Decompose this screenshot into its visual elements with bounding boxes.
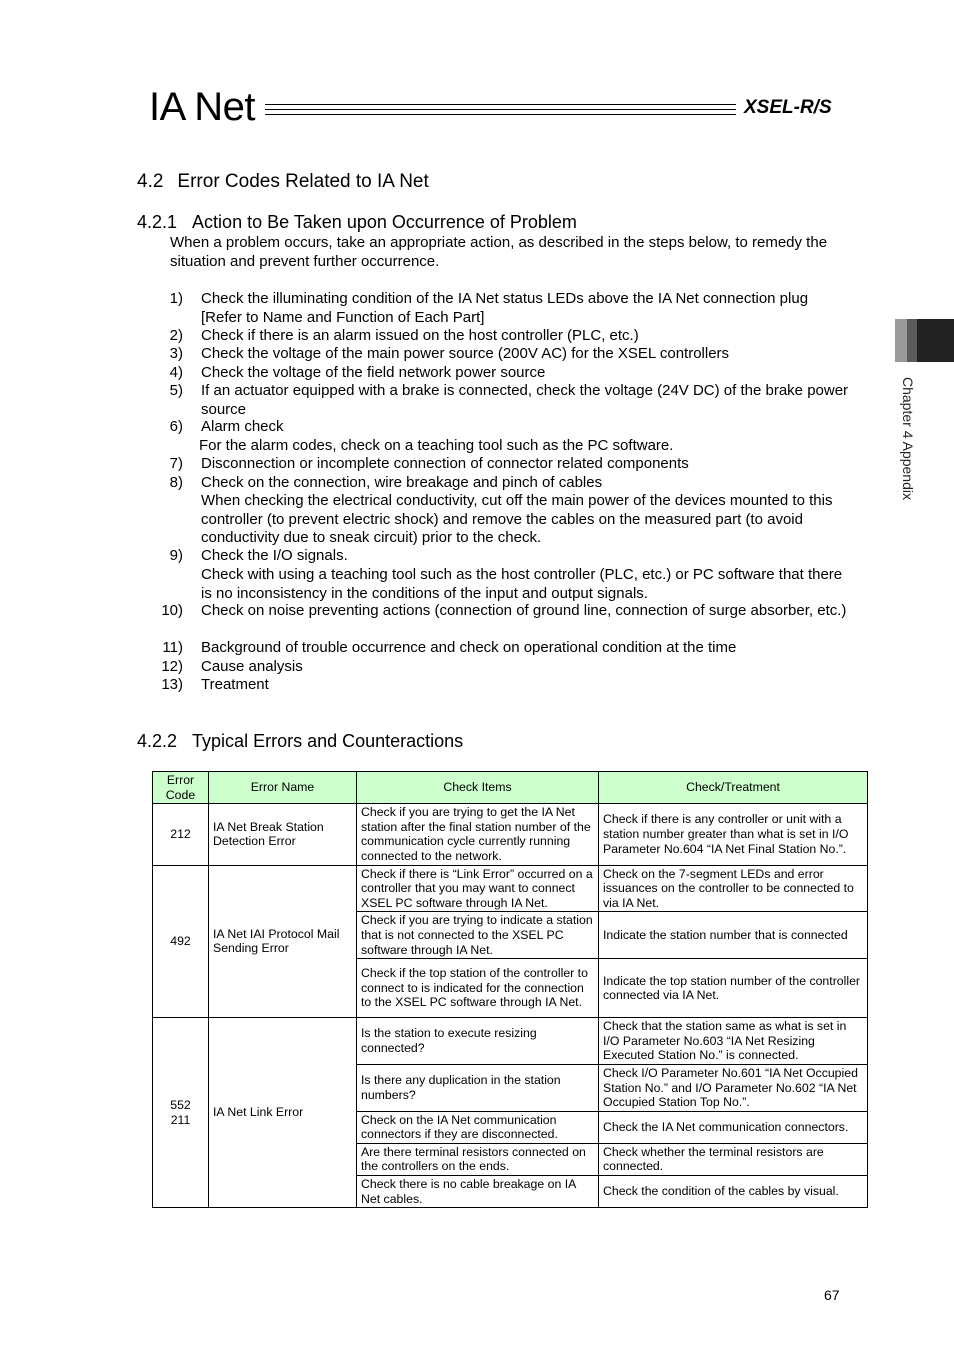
header-check-treatment: Check/Treatment	[599, 772, 868, 804]
treatment-cell: Indicate the station number that is connected	[599, 912, 868, 959]
subsection-2-title: Typical Errors and Counteractions	[192, 731, 464, 751]
subsection-2-number: 4.2.2	[137, 731, 178, 751]
error-name-cell: IA Net Break Station Detection Error	[209, 804, 357, 865]
intro-paragraph: When a problem occurs, take an appropriate action, as described in the steps below, to remedy the situation and prevent further occurrence.	[170, 234, 828, 270]
step-text: Check on noise preventing actions (connection of ground line, connection of surge absorber, etc.)	[201, 602, 847, 619]
step-number: 8)	[169, 474, 183, 491]
step-number: 1)	[169, 290, 183, 307]
step-number: 10)	[161, 602, 183, 619]
check-item-cell: Check on the IA Net communication connectors if they are disconnected.	[357, 1111, 599, 1143]
step-number: 2)	[169, 327, 183, 344]
header-rule-bottom	[265, 114, 736, 115]
step-text: If an actuator equipped with a brake is connected, check the voltage (24V DC) of the brake power source	[201, 382, 849, 418]
header-check-items: Check Items	[357, 772, 599, 804]
header-rule-top	[265, 104, 736, 105]
treatment-cell: Check on the 7-segment LEDs and error issuances on the controller to be connected to via IA Net.	[599, 865, 868, 912]
step-text: Check on the connection, wire breakage and pinch of cables	[201, 474, 603, 491]
step-number: 3)	[169, 345, 183, 362]
step-note: When checking the electrical conductivity, cut off the main power of the devices mounted to this controller (to prevent electric shock) and remove the cables on the measured part (to avoid conductivity due to sneak circuit) prior to the check.	[201, 492, 833, 546]
check-item-cell: Check if there is “Link Error” occurred on a controller that you may want to connect XSEL PC software through IA Net.	[357, 865, 599, 912]
step-text: Check the I/O signals.	[201, 547, 348, 564]
step-note: For the alarm codes, check on a teaching tool such as the PC software.	[199, 437, 674, 454]
check-item-cell: Check if you are trying to indicate a station that is not connected to the XSEL PC software through IA Net.	[357, 912, 599, 959]
table-header-row	[153, 772, 868, 804]
subsection-1-title: Action to Be Taken upon Occurrence of Problem	[192, 212, 577, 232]
check-item-cell: Check there is no cable breakage on IA Net cables.	[357, 1176, 599, 1208]
check-item-cell: Are there terminal resistors connected on the controllers on the ends.	[357, 1143, 599, 1175]
step-number: 4)	[169, 364, 183, 381]
treatment-cell: Check the condition of the cables by visual.	[599, 1176, 868, 1208]
subsection-heading-2	[137, 731, 463, 752]
step-text: Background of trouble occurrence and check on operational condition at the time	[201, 639, 737, 656]
check-item-cell: Check if the top station of the controller to connect to is indicated for the connection to the XSEL PC software through IA Net.	[357, 959, 599, 1018]
step-note: Check with using a teaching tool such as the host controller (PLC, etc.) or PC software that there is no inconsistency in the conditions of the input and output signals.	[201, 566, 843, 602]
error-table	[152, 771, 868, 1208]
subsection-1-number: 4.2.1	[137, 212, 178, 232]
step-text: Check if there is an alarm issued on the host controller (PLC, etc.)	[201, 327, 639, 344]
error-code-cell: 212	[153, 804, 209, 865]
treatment-cell: Check I/O Parameter No.601 “IA Net Occupied Station No.” and I/O Parameter No.602 “IA Net Occupied Station Top No.”.	[599, 1064, 868, 1111]
table-row	[153, 865, 868, 912]
side-tab-light	[895, 319, 907, 362]
page-number: 67	[824, 1287, 840, 1303]
step-number: 13)	[161, 676, 183, 693]
check-item-cell: Is there any duplication in the station numbers?	[357, 1064, 599, 1111]
step-text: Alarm check	[201, 418, 284, 435]
header-error-code: Error Code	[153, 772, 209, 804]
header-rule-middle	[265, 109, 736, 110]
step-text: Check the voltage of the field network power source	[201, 364, 546, 381]
header-error-name: Error Name	[209, 772, 357, 804]
step-number: 7)	[169, 455, 183, 472]
treatment-cell: Check if there is any controller or unit with a station number greater than what is set in I/O Parameter No.604 “IA Net Final Station No.”.	[599, 804, 868, 865]
chapter-label: Chapter 4 Appendix	[900, 377, 916, 500]
step-number: 12)	[161, 658, 183, 675]
step-number: 5)	[169, 382, 183, 399]
table-row	[153, 804, 868, 865]
treatment-cell: Check the IA Net communication connectors.	[599, 1111, 868, 1143]
side-tab-dark	[917, 319, 954, 362]
error-code-cell: 492	[153, 865, 209, 1018]
step-text: Cause analysis	[201, 658, 303, 675]
treatment-cell: Check whether the terminal resistors are connected.	[599, 1143, 868, 1175]
section-title: Error Codes Related to IA Net	[177, 171, 429, 192]
section-heading	[137, 171, 429, 193]
check-item-cell: Is the station to execute resizing connected?	[357, 1018, 599, 1065]
check-item-cell: Check if you are trying to get the IA Net station after the final station number of the communication cycle currently running connected to the network.	[357, 804, 599, 865]
step-number: 9)	[169, 547, 183, 564]
step-text: Check the illuminating condition of the IA Net status LEDs above the IA Net connection plug [Refer to Name and Function of Each Part]	[201, 290, 809, 326]
section-number: 4.2	[137, 171, 164, 192]
error-name-cell: IA Net Link Error	[209, 1018, 357, 1208]
treatment-cell: Check that the station same as what is set in I/O Parameter No.603 “IA Net Resizing Executed Station No.” is connected.	[599, 1018, 868, 1065]
table-row	[153, 1018, 868, 1065]
step-number: 6)	[169, 418, 183, 435]
error-name-cell: IA Net IAI Protocol Mail Sending Error	[209, 865, 357, 1018]
side-tab-mid	[907, 319, 917, 362]
product-name: XSEL-R/S	[744, 97, 832, 118]
error-code-cell: 552 211	[153, 1018, 209, 1208]
subsection-heading-1	[137, 212, 577, 233]
step-text: Check the voltage of the main power source (200V AC) for the XSEL controllers	[201, 345, 730, 362]
step-text: Treatment	[201, 676, 269, 693]
step-text: Disconnection or incomplete connection of connector related components	[201, 455, 689, 472]
treatment-cell: Indicate the top station number of the controller connected via IA Net.	[599, 959, 868, 1018]
step-number: 11)	[162, 639, 183, 656]
brand-title: IA Net	[149, 85, 255, 129]
